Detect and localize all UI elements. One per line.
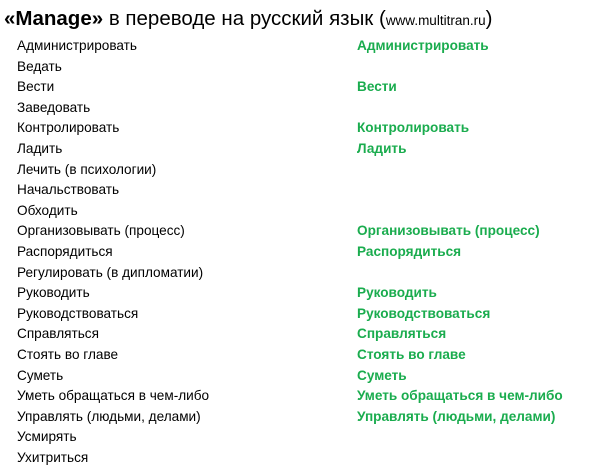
translation-row bbox=[0, 345, 591, 366]
translation-term: Усмирять bbox=[17, 429, 77, 445]
translation-term: Ладить bbox=[17, 140, 63, 156]
highlighted-term: Управлять (людьми, делами) bbox=[357, 408, 556, 424]
title-paren-open: ( bbox=[378, 7, 386, 30]
page-title bbox=[4, 2, 492, 36]
highlighted-term: Руководить bbox=[357, 285, 437, 301]
translation-row bbox=[0, 366, 591, 387]
translation-term: Заведовать bbox=[17, 99, 91, 115]
translation-term: Администрировать bbox=[17, 38, 137, 53]
highlighted-term: Организовывать (процесс) bbox=[357, 223, 540, 239]
highlighted-term: Распорядиться bbox=[357, 243, 462, 259]
translation-row bbox=[0, 427, 591, 448]
translation-term: Контролировать bbox=[17, 120, 120, 136]
highlighted-term: Контролировать bbox=[357, 120, 470, 136]
source-site: www.multitran.ru bbox=[385, 13, 486, 28]
translation-term: Руководить bbox=[17, 285, 90, 301]
translation-row bbox=[0, 386, 591, 407]
translation-row bbox=[0, 57, 591, 78]
highlighted-term: Вести bbox=[357, 79, 397, 95]
translation-term: Справляться bbox=[17, 326, 99, 342]
translation-row bbox=[0, 242, 591, 263]
translation-row bbox=[0, 263, 591, 284]
translation-row bbox=[0, 283, 591, 304]
highlighted-term: Стоять во главе bbox=[357, 346, 466, 362]
highlighted-term: Руководствоваться bbox=[357, 305, 491, 321]
translation-row bbox=[0, 98, 591, 119]
highlighted-term: Уметь обращаться в чем-либо bbox=[357, 388, 563, 404]
translation-row bbox=[0, 180, 591, 201]
translation-term: Распорядиться bbox=[17, 243, 113, 259]
translation-term: Организовывать (процесс) bbox=[17, 223, 185, 239]
translation-row bbox=[0, 448, 591, 469]
translation-row bbox=[0, 304, 591, 325]
translation-term: Лечить (в психологии) bbox=[17, 161, 157, 177]
highlighted-term: Справляться bbox=[357, 326, 447, 342]
translation-term: Суметь bbox=[17, 367, 64, 383]
translation-row bbox=[0, 407, 591, 428]
title-keyword: «Manage» bbox=[4, 7, 104, 30]
translation-row bbox=[0, 77, 591, 98]
translation-term: Обходить bbox=[17, 202, 78, 218]
translation-term: Начальствовать bbox=[17, 182, 120, 198]
translation-row bbox=[0, 221, 591, 242]
translation-term: Руководствоваться bbox=[17, 305, 139, 321]
translation-term: Ухитриться bbox=[17, 449, 89, 465]
title-paren-close: ) bbox=[485, 7, 493, 30]
translation-row bbox=[0, 139, 591, 160]
translation-term: Стоять во главе bbox=[17, 346, 119, 362]
highlighted-term: Суметь bbox=[357, 367, 407, 383]
translation-term: Ведать bbox=[17, 58, 62, 74]
translation-term: Управлять (людьми, делами) bbox=[17, 408, 201, 424]
translation-term: Вести bbox=[17, 79, 55, 95]
translation-row bbox=[0, 118, 591, 139]
translation-row bbox=[0, 324, 591, 345]
title-text: в переводе на русский язык bbox=[103, 7, 379, 30]
translation-term: Уметь обращаться в чем-либо bbox=[17, 388, 210, 404]
translation-row bbox=[0, 201, 591, 222]
translation-list bbox=[0, 36, 591, 468]
highlighted-term: Администрировать bbox=[357, 38, 489, 53]
translation-term: Регулировать (в дипломатии) bbox=[17, 264, 204, 280]
highlighted-term: Ладить bbox=[357, 140, 407, 156]
translation-row bbox=[0, 160, 591, 181]
translation-row bbox=[0, 36, 591, 57]
